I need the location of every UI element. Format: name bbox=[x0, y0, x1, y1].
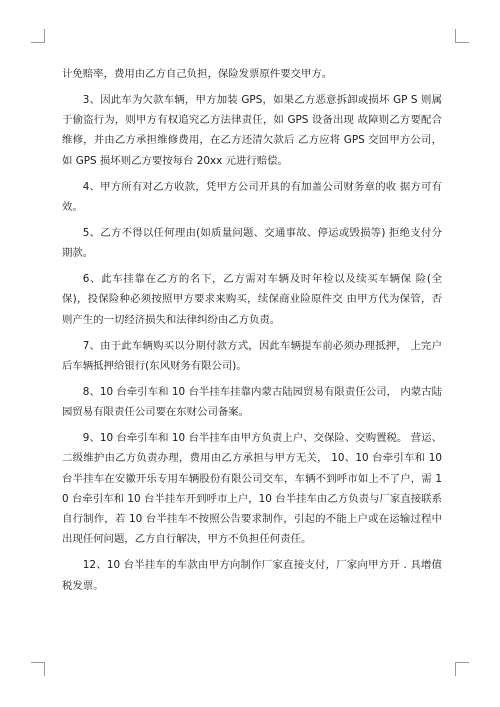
paragraph-clause-3: 3、因此车为欠款车辆，甲方加装 GPS，如果乙方恶意拆卸或损坏 GP S 则属于偷盗行为，则甲方有权追究乙方法律责任，如 GPS 设备出现 故障则乙方要配合维修，并由乙方承担维修费用，在乙方还清欠款后 乙方应将 GPS 交回甲方公司，如 GPS 损坏则乙方要按每台 20xx 元进行赔偿。 bbox=[62, 93, 442, 167]
crop-mark-bottom-right bbox=[455, 662, 469, 676]
paragraph-clause-9-10: 9、10 台牵引车和 10 台半挂车由甲方负责上户、交保险、交购置税。 营运、二级维护由乙方负责办理，费用由乙方承担与甲方无关， 10、10 台牵引车和 10 台半挂车在安徽开乐专用车辆股份有限公司交车，车辆不到呼市如上不了户，需 10 台牵引车和 10 台半挂车开到呼市上户，10 台半挂车由乙方负责与厂家直接联系自行制作，若 10 台半挂车不按照公告要求制作，引起的不能上户或在运输过程中出现任何问题，乙方自行解决，甲方不负担任何责任。 bbox=[62, 431, 442, 546]
paragraph-clause-4: 4、甲方所有对乙方收款，凭甲方公司开具的有加盖公司财务章的收 据方可有效。 bbox=[62, 180, 442, 213]
paragraph-continued: 计免赔率，费用由乙方自己负担，保险发票原件要交甲方。 bbox=[62, 68, 333, 80]
crop-mark-top-right bbox=[455, 29, 469, 43]
crop-mark-bottom-left bbox=[31, 662, 45, 676]
paragraph-clause-7: 7、由于此车辆购买以分期付款方式，因此车辆提车前必须办理抵押， 上完户后车辆抵押给银行(东风财务有限公司)。 bbox=[62, 339, 442, 372]
paragraph-clause-8: 8、10 台牵引车和 10 台半挂车挂靠内蒙古陆园贸易有限责任公司， 内蒙古陆园贸易有限责任公司要在东财公司备案。 bbox=[62, 385, 442, 419]
paragraph-clause-5: 5、乙方不得以任何理由(如质量问题、交通事故、停运或毁损等) 拒绝支付分期款。 bbox=[62, 226, 442, 260]
paragraph-clause-6: 6、此车挂靠在乙方的名下，乙方需对车辆及时年检以及续买车辆保 险(全保)，投保险种必须按照甲方要求来购买，续保商业险原件交 由甲方代为保管，否则产生的一切经济损失和法律纠纷由乙方负责。 bbox=[62, 273, 442, 326]
crop-mark-top-left bbox=[31, 29, 45, 43]
paragraph-clause-12: 12、10 台半挂车的车款由甲方向制作厂家直接支付，厂家向甲方开 . 具增值税发票。 bbox=[62, 559, 442, 592]
document-body bbox=[62, 64, 442, 601]
